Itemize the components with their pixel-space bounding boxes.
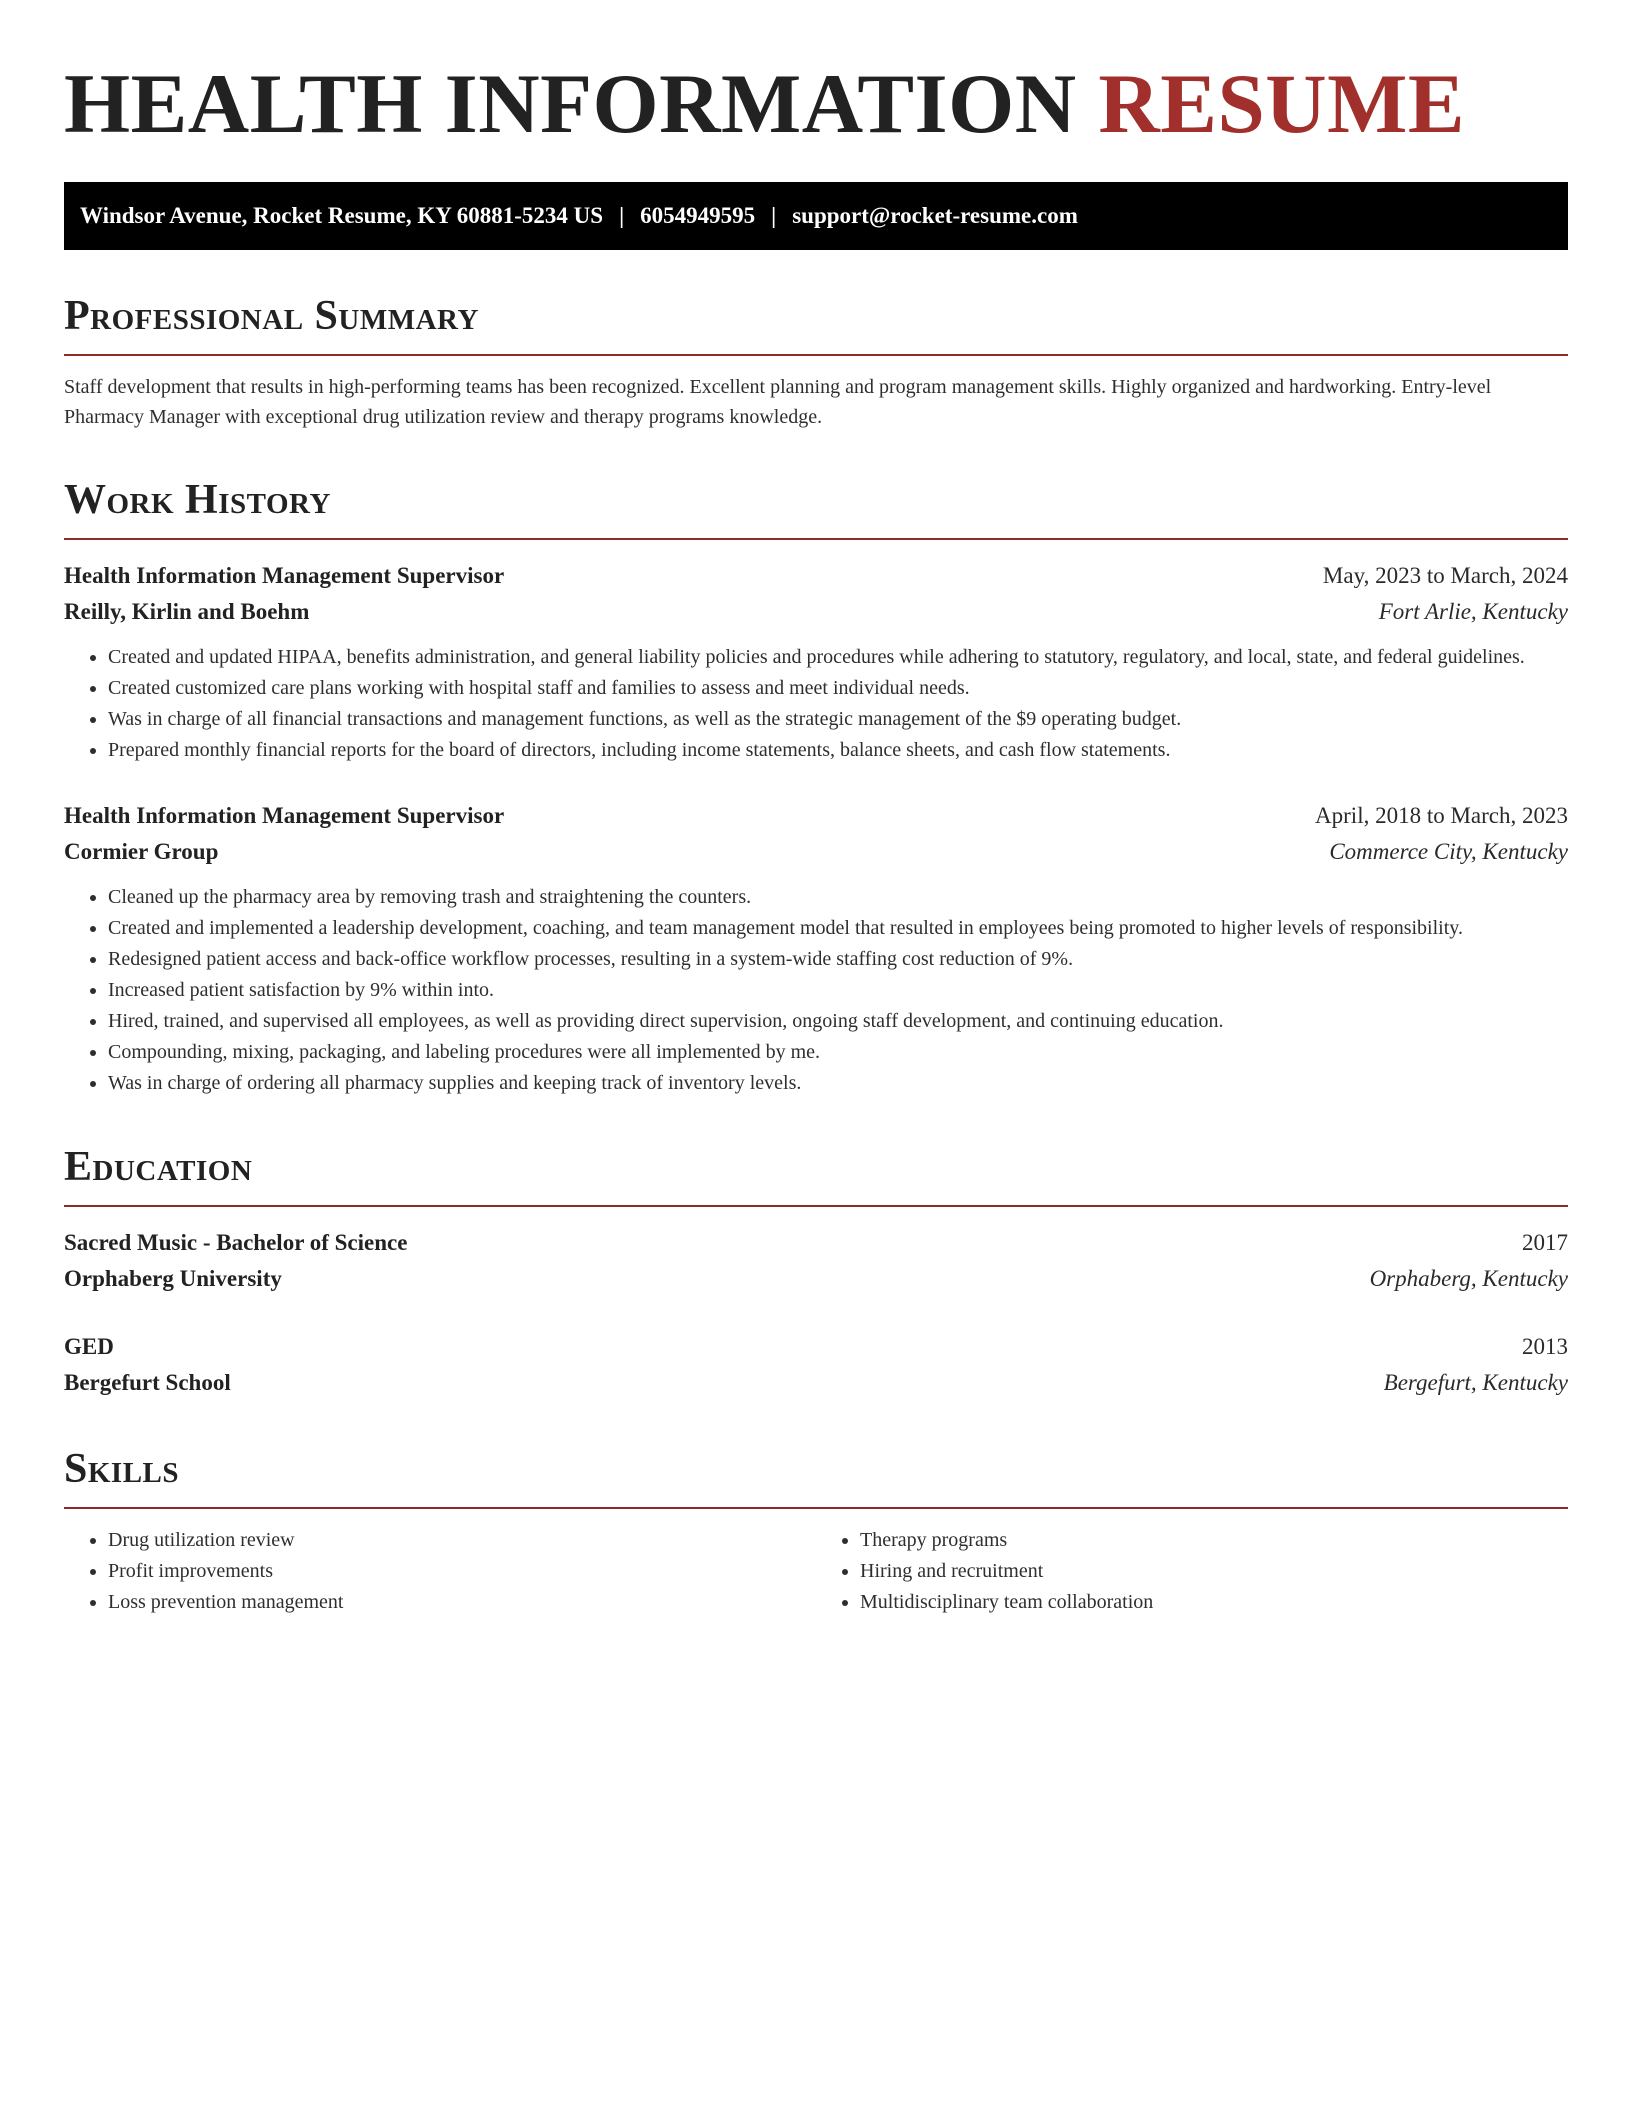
- job-bullet: • Was in charge of all financial transactions and management functions, as well as the strategic management of the $9 operating budget.: [108, 704, 1568, 735]
- contact-bar: [64, 182, 1568, 250]
- education-location: Bergefurt, Kentucky: [1383, 1370, 1568, 1395]
- title-accent: RESUME: [1098, 57, 1466, 151]
- title-main: HEALTH INFORMATION: [64, 57, 1077, 151]
- work-history-heading: Work History: [64, 476, 1568, 540]
- education-entry: [64, 1329, 1568, 1401]
- skill-item: • Hiring and recruitment: [860, 1556, 1568, 1587]
- education-degree-row: [64, 1225, 1568, 1261]
- contact-address: Windsor Avenue, Rocket Resume, KY 60881-5234 US: [80, 203, 604, 228]
- skill-item: • Multidisciplinary team collaboration: [860, 1587, 1568, 1618]
- education-degree-row: [64, 1329, 1568, 1365]
- contact-phone: 6054949595: [640, 203, 756, 228]
- job-header-row: [64, 558, 1568, 594]
- job-bullet: • Created and implemented a leadership development, coaching, and team management model that resulted in employees being promoted to higher levels of responsibility.: [108, 913, 1568, 944]
- job-dates: April, 2018 to March, 2023: [1315, 803, 1568, 828]
- education-school-row: [64, 1261, 1568, 1297]
- skill-item: • Drug utilization review: [108, 1525, 816, 1556]
- skills-column-right: [816, 1525, 1568, 1618]
- job-header-row: [64, 798, 1568, 834]
- education-school: Orphaberg University: [64, 1266, 282, 1291]
- job-bullet: • Cleaned up the pharmacy area by removing trash and straightening the counters.: [108, 882, 1568, 913]
- job-bullet: • Hired, trained, and supervised all employees, as well as providing direct supervision, ongoing staff development, and continuing education.: [108, 1006, 1568, 1037]
- job-company: Reilly, Kirlin and Boehm: [64, 599, 310, 624]
- job-bullets: [64, 642, 1568, 766]
- job-title: Health Information Management Supervisor: [64, 803, 505, 828]
- education-entry: [64, 1225, 1568, 1297]
- summary-heading: Professional Summary: [64, 292, 1568, 356]
- education-school: Bergefurt School: [64, 1370, 231, 1395]
- contact-email: support@rocket-resume.com: [792, 203, 1078, 228]
- summary-text: Staff development that results in high-performing teams has been recognized. Excellent planning and program management skills. Highly organized and hardworking. Entry-level Pharmacy Manager with exceptional drug utilization review and therapy programs knowledge.: [64, 376, 1492, 428]
- contact-separator: |: [771, 203, 777, 228]
- education-location: Orphaberg, Kentucky: [1369, 1266, 1568, 1291]
- job-dates: May, 2023 to March, 2024: [1322, 563, 1568, 588]
- job-bullets: [64, 882, 1568, 1099]
- job-company-row: [64, 834, 1568, 870]
- job-location: Commerce City, Kentucky: [1329, 839, 1568, 864]
- job-bullet: • Created and updated HIPAA, benefits administration, and general liability policies and procedures while adhering to statutory, regulatory, and local, state, and federal guidelines.: [108, 642, 1568, 673]
- job-bullet: • Created customized care plans working with hospital staff and families to assess and meet individual needs.: [108, 673, 1568, 704]
- skill-item: • Therapy programs: [860, 1525, 1568, 1556]
- skill-item: • Profit improvements: [108, 1556, 816, 1587]
- education-degree: GED: [64, 1334, 114, 1359]
- job-bullet: • Prepared monthly financial reports for the board of directors, including income statements, balance sheets, and cash flow statements.: [108, 735, 1568, 766]
- skill-item: • Loss prevention management: [108, 1587, 816, 1618]
- job-bullet: • Redesigned patient access and back-office workflow processes, resulting in a system-wide staffing cost reduction of 9%.: [108, 944, 1568, 975]
- job-title: Health Information Management Supervisor: [64, 563, 505, 588]
- skills-heading: Skills: [64, 1445, 1568, 1509]
- contact-separator: |: [619, 203, 625, 228]
- skills-column-left: [64, 1525, 816, 1618]
- resume-title: [64, 50, 1568, 158]
- job-entry: [64, 798, 1568, 1099]
- job-bullet: • Was in charge of ordering all pharmacy supplies and keeping track of inventory levels.: [108, 1068, 1568, 1099]
- education-year: 2017: [1522, 1230, 1568, 1255]
- job-bullet: • Compounding, mixing, packaging, and labeling procedures were all implemented by me.: [108, 1037, 1568, 1068]
- job-entry: [64, 558, 1568, 766]
- job-company-row: [64, 594, 1568, 630]
- job-company: Cormier Group: [64, 839, 219, 864]
- education-school-row: [64, 1365, 1568, 1401]
- job-bullet: • Increased patient satisfaction by 9% within into.: [108, 975, 1568, 1006]
- education-year: 2013: [1522, 1334, 1568, 1359]
- education-degree: Sacred Music - Bachelor of Science: [64, 1230, 408, 1255]
- skills-list: [64, 1525, 1568, 1618]
- education-heading: Education: [64, 1143, 1568, 1207]
- job-location: Fort Arlie, Kentucky: [1378, 599, 1568, 624]
